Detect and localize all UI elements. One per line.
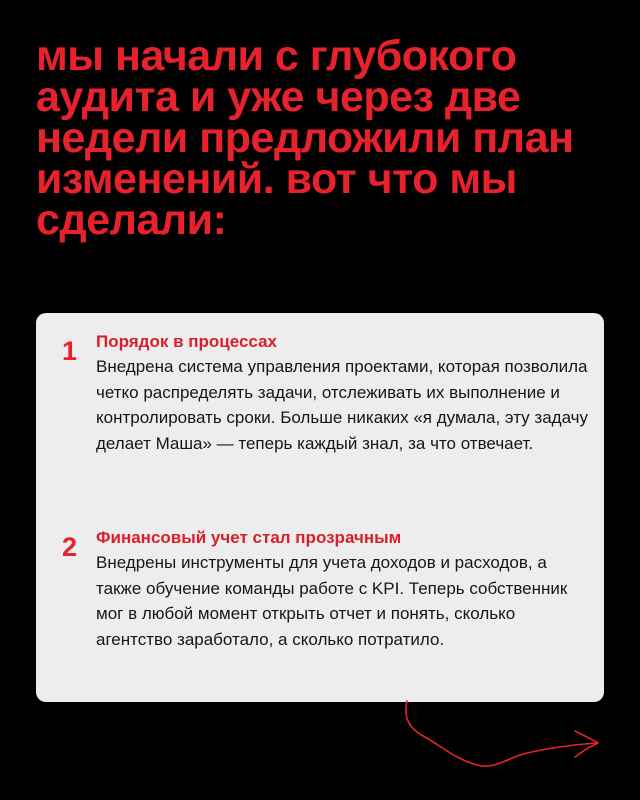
item-title-1: Порядок в процессах bbox=[96, 332, 278, 351]
item-title-2: Финансовый учет стал прозрачным bbox=[96, 528, 402, 547]
content-card bbox=[36, 313, 604, 702]
item-number-2: 2 bbox=[62, 532, 78, 562]
item-text-2: Внедрены инструменты для учета доходов и расходов, а также обучение команды работе с KPI. Теперь собственник мог в любой момент открыть отчет и понять, сколько агентство заработало, а сколько потратило. bbox=[96, 553, 568, 649]
item-text-1: Внедрена система управления проектами, которая позволила четко распределять задачи, отслеживать их выполнение и контролировать сроки. Больше никаких «я думала, эту задачу делает Маша» — теперь каждый знал, за что отвечает. bbox=[96, 357, 589, 453]
headline: мы начали с глубокого аудита и уже через две недели предложили план изменений. вот что мы сделали: bbox=[36, 32, 574, 244]
item-number-1: 1 bbox=[62, 336, 78, 366]
hand-drawn-arrow-icon bbox=[395, 695, 610, 795]
